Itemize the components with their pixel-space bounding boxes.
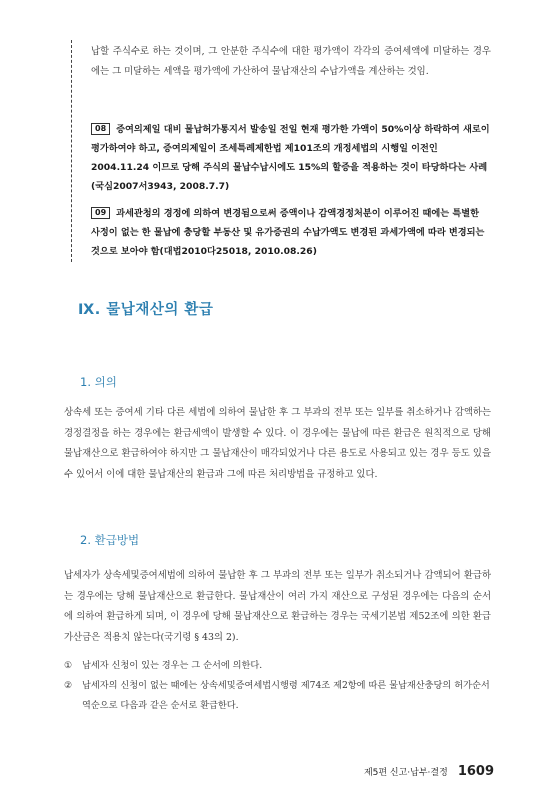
list-marker: ② xyxy=(64,680,73,691)
page-number: 1609 xyxy=(457,764,494,779)
section-title: Ⅸ. 물납재산의 환급 xyxy=(78,302,214,318)
list-item xyxy=(64,656,491,676)
body-paragraph: 상속세 또는 증여세 기타 다른 세법에 의하여 물납한 후 그 부과의 전부 또는 일부를 취소하거나 감액하는 경정결정을 하는 경우에는 환급세액이 발생할 수 있다. 이 경우에는 물납에 따른 환급은 원칙적으로 당해 물납재산으로 환급하여야 하지만 그 물납재산이 매각되었거나 다른 용도로 사용되고 있는 경우 등도 있을 수 있어서 이에 대한 물납재산의 환급과 그에 따른 처리방법을 규정하고 있다. xyxy=(64,407,491,480)
case-item xyxy=(91,204,491,261)
list-marker: ① xyxy=(64,660,73,671)
subsection-heading: 1. 의의 xyxy=(80,375,117,389)
list-item xyxy=(64,676,491,716)
subsection-heading: 2. 환급방법 xyxy=(80,533,140,547)
list-item-text: 납세자의 신청이 없는 때에는 상속세및증여세법시행령 제74조 제2항에 따른 물납재산충당의 허가순서역순으로 다음과 같은 순서로 환급한다. xyxy=(82,680,490,711)
body-paragraph: 납세자가 상속세및증여세법에 의하여 물납한 후 그 부과의 전부 또는 일부가 취소되거나 감액되어 환급하는 경우에는 당해 물납재산으로 환급한다. 물납재산이 여러 가지 재산으로 구성된 경우에는 다음의 순서에 의하여 환급하게 되며, 이 경우에 당해 물납재산으로 환급하는 경우는 국세기본법 제52조에 의한 환급가산금은 적용치 않는다(국기령 § 43의 2). xyxy=(64,570,491,643)
case-number-badge: 08 xyxy=(91,123,110,135)
page-footer xyxy=(364,764,494,779)
footer-section-label: 제5편 신고·납부·결정 xyxy=(363,768,448,778)
top-paragraph: 납할 주식수로 하는 것이며, 그 안분한 주식수에 대한 평가액이 각각의 증여세액에 미달하는 경우에는 그 미달하는 세액을 평가액에 가산하여 물납재산의 수납가액을 계산하는 것임. xyxy=(91,46,491,77)
numbered-list xyxy=(64,656,491,716)
list-item-text: 납세자 신청이 있는 경우는 그 순서에 의한다. xyxy=(82,660,263,671)
case-text: 과세관청의 경정에 의하여 변경됨으로써 증액이나 감액경정처분이 이루어진 때에는 특별한 사정이 없는 한 물납에 충당할 부동산 및 유가증권의 수납가액도 변경된 과세가액에 따라 변경되는 것으로 보아야 함(대법2010다25018, 2010.08.26) xyxy=(91,208,485,257)
case-number-badge: 09 xyxy=(91,207,110,219)
case-text: 증여의제일 대비 물납허가통지서 발송일 전일 현재 평가한 가액이 50%이상 하락하여 새로이 평가하여야 하고, 증여의제일이 조세특례제한법 제101조의 개정세법의 시행일 이전인 2004.11.24 이므로 당해 주식의 물납수납시에도 15%의 할증을 적용하는 것이 타당하다는 사례(국심2007서3943, 2008.7.7) xyxy=(91,124,490,192)
case-item xyxy=(91,120,491,196)
